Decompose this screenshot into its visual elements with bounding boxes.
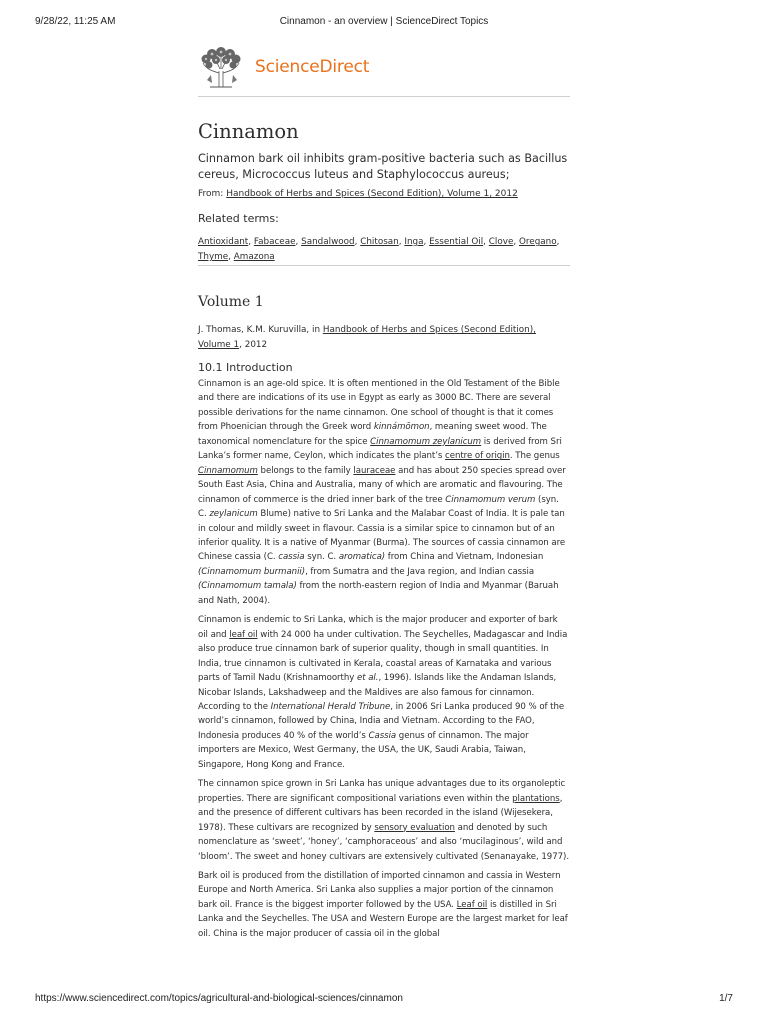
section-title: 10.1 Introduction [198, 361, 293, 374]
text-run: from the north-eastern region of India and Myanmar (Baruah and Nath, 2004). [198, 581, 559, 606]
text-run: , in 2006 Sri Lanka produced 90 % of the world’s cinnamon, followed by China, India and Vietnam. According to the FAO, Indonesia produces 40 % of the world’s [198, 701, 565, 741]
chapter-byline [198, 323, 570, 353]
text-run: syn. C. [304, 552, 339, 563]
paragraph [198, 377, 570, 608]
volume-link[interactable]: Volume 1 [198, 340, 240, 350]
text-run: , 1996). Islands like the Andaman Islands, Nicobar Islands, Lakshadweep and the Maldives are also famous for cinnamon. According to the [198, 673, 557, 712]
italic-text: aromatica) [338, 552, 386, 563]
topic-definition: Cinnamon bark oil inhibits gram-positive bacteria such as Bacillus cereus, Micrococcus luteus and Staphylococcus aureus; [198, 152, 568, 181]
related-term-link[interactable]: Sandalwood [301, 237, 355, 247]
inline-term-link[interactable]: sensory evaluation [374, 822, 455, 833]
italic-text: (Cinnamomum burmanii) [198, 566, 306, 577]
text-run: belongs to the family [257, 465, 354, 476]
text-run: genus of cinnamon. The major importers are Mexico, West Germany, the USA, the UK, Saudi Arabia, Taiwan, Singapore, Hong Kong and France. [198, 730, 529, 770]
text-run: and denoted by such nomenclature as ‘sweet’, ‘honey’, ‘camphoraceous’ and also ‘mucilaginous’, wild and ‘bloom’. The sweet and honey cultivars are extensively cultivated (Senanayake, 1977). [198, 822, 570, 862]
italic-text: et al. [356, 673, 379, 684]
source-line [198, 189, 570, 199]
term-separator: , [228, 252, 234, 262]
from-label: From: [198, 189, 224, 199]
text-run: is derived from Sri Lanka’s former name, Ceylon, which indicates the plant’s [198, 436, 562, 462]
italic-text: Cassia [368, 730, 397, 741]
related-term-link[interactable]: Antioxidant [198, 237, 249, 247]
inline-term-link[interactable]: centre of origin [445, 451, 510, 462]
text-run: Cinnamon is an age-old spice. It is often mentioned in the Old Testament of the Bible and there are indications of its use in Egypt as early as 3000 BC. There are several possible derivations for the name cinnamon. One school of thought is that it comes from Phoenician through the Greek word [198, 379, 560, 433]
inline-term-link[interactable]: plantations [512, 793, 560, 804]
print-header [35, 16, 733, 30]
term-separator: , [354, 237, 361, 247]
italic-text: kinnámōmon [373, 422, 430, 433]
year: , 2012 [239, 340, 268, 350]
text-run: and has about 250 species spread over South East Asia, China and Australia, many of which are aromatic and flavouring. The cinnamon of commerce is the dried inner bark of the tree [198, 465, 566, 505]
related-term-link[interactable]: Oregano [518, 237, 557, 247]
italic-text: International Herald Tribune [270, 701, 391, 712]
paragraph [198, 869, 570, 941]
text-run: (syn. C. [198, 494, 559, 520]
text-run: . The genus [509, 451, 560, 462]
print-footer [35, 993, 733, 1007]
text-run: , meaning sweet wood. The taxonomical nomenclature for the spice [198, 422, 547, 447]
related-term-link[interactable]: Chitosan [360, 237, 399, 247]
sciencedirect-logo[interactable] [198, 44, 570, 96]
italic-text: Cinnamomum verum [445, 494, 536, 505]
text-run: with 24 000 ha under cultivation. The Seychelles, Madagascar and India also produce true cinnamon bark of superior quality, though in small quantities. In India, true cinnamon is cultivated in Kerala, coastal areas of Karnataka and various parts of Tamil Nadu (Krishnamoorthy [198, 629, 568, 684]
italic-text: zeylanicum [209, 509, 258, 520]
inline-term-link[interactable]: Cinnamomum [198, 465, 258, 476]
divider [198, 96, 570, 97]
print-datetime: 9/28/22, 11:25 AM [35, 16, 116, 27]
article-content [198, 44, 570, 946]
text-run: , from Sumatra and the Java region, and Indian cassia [305, 566, 535, 577]
term-separator: , [483, 237, 489, 247]
inline-term-link[interactable]: Cinnamomum zeylanicum [370, 436, 482, 447]
authors: J. Thomas, K.M. Kuruvilla, in [198, 325, 323, 335]
inline-term-link[interactable]: Leaf oil [456, 899, 488, 910]
term-separator: , [423, 237, 430, 247]
related-term-link[interactable]: Thyme [198, 252, 229, 262]
related-terms-heading: Related terms: [198, 212, 279, 225]
term-separator: , [398, 237, 405, 247]
term-separator: , [513, 237, 519, 247]
italic-text: cassia [278, 552, 305, 563]
print-page-title: Cinnamon - an overview | ScienceDirect Topics [279, 16, 489, 27]
chapter-title: Volume 1 [198, 294, 264, 310]
paragraph [198, 777, 570, 864]
source-book-link[interactable]: Handbook of Herbs and Spices (Second Edition), Volume 1, 2012 [226, 189, 518, 199]
term-separator: , [248, 237, 254, 247]
related-term-link[interactable]: Essential Oil [429, 237, 484, 247]
text-run: , and the presence of different cultivars has been recorded in the island (Wijesekera, 1978). These cultivars are recognized by [198, 793, 563, 833]
related-term-link[interactable]: Amazona [233, 252, 275, 262]
related-term-link[interactable]: Inga [404, 237, 424, 247]
text-run: Blume) native to Sri Lanka and the Malabar Coast of India. It is pale tan in colour and mildly sweet in flavour. Cassia is a similar spice to cinnamon but of an inferior quality. It is a native of Myanmar (Burma). The sources of cassia cinnamon are Chinese cassia (C. [198, 509, 566, 563]
term-separator: , [295, 237, 302, 247]
inline-term-link[interactable]: leaf oil [229, 629, 258, 640]
inline-term-link[interactable]: lauraceae [353, 465, 396, 476]
divider [198, 265, 570, 266]
print-page-number: 1/7 [719, 993, 733, 1004]
text-run: The cinnamon spice grown in Sri Lanka has unique advantages due to its organoleptic properties. There are significant compositional variations even within the [198, 779, 566, 804]
paragraph [198, 613, 570, 772]
elsevier-tree-icon [198, 47, 244, 89]
brand-name: ScienceDirect [255, 57, 370, 77]
text-run: Cinnamon is endemic to Sri Lanka, which is the major producer and exporter of bark oil and [198, 615, 558, 640]
page-title: Cinnamon [198, 120, 299, 143]
book-link[interactable]: Handbook of Herbs and Spices (Second Edition), [322, 325, 536, 335]
related-term-link[interactable]: Clove [488, 237, 514, 247]
related-term-link[interactable]: Fabaceae [253, 237, 296, 247]
print-url: https://www.sciencedirect.com/topics/agricultural-and-biological-sciences/cinnamon [35, 993, 403, 1004]
chapter-body [198, 377, 570, 941]
related-terms-list [198, 235, 570, 265]
text-run: Bark oil is produced from the distillation of imported cinnamon and cassia in Western Europe and North America. Sri Lanka also supplies a major portion of the cinnamon bark oil. France is the biggest importer followed by the USA. [198, 870, 561, 910]
text-run: is distilled in Sri Lanka and the Seychelles. The USA and Western Europe are the largest market for leaf oil. China is the major producer of cassia oil in the global [198, 899, 568, 939]
italic-text: (Cinnamomum tamala) [198, 581, 297, 592]
term-separator: , [556, 237, 560, 247]
text-run: from China and Vietnam, Indonesian [385, 552, 544, 563]
